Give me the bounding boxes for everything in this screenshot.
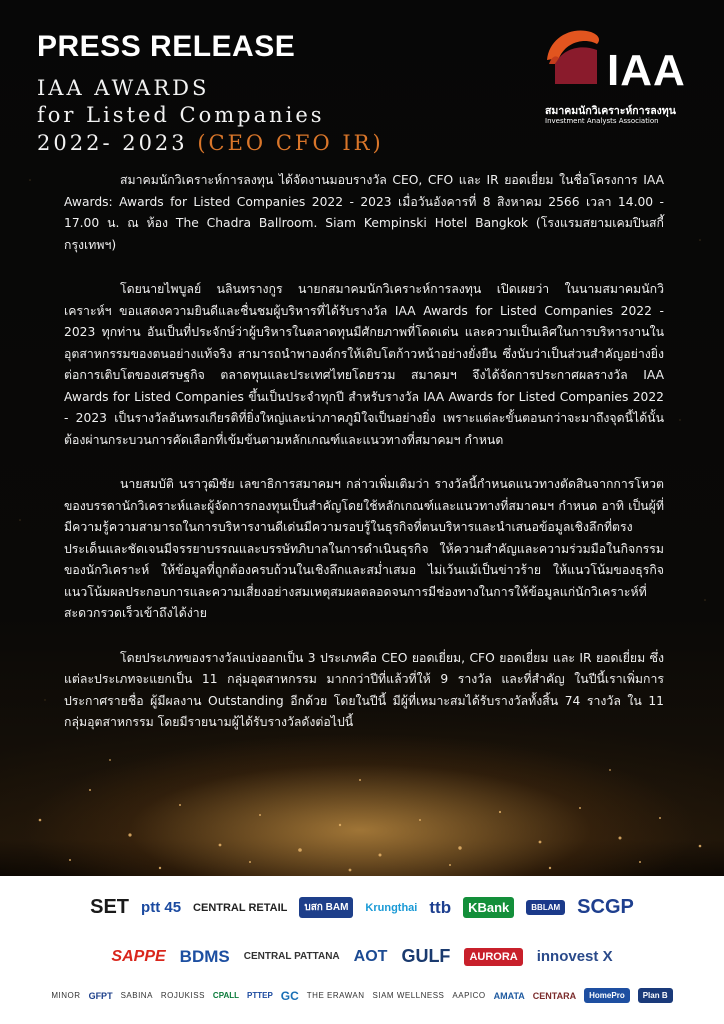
sponsor-logo: Krungthai: [365, 901, 418, 914]
iaa-logo-mark-icon: [541, 24, 603, 86]
sponsor-logo: SIAM WELLNESS: [372, 991, 445, 1000]
sponsor-logo: BBLAM: [526, 900, 565, 915]
sponsor-logos-band: [0, 876, 724, 1024]
sponsor-logo: ROJUKISS: [160, 991, 205, 1000]
sponsor-row-2: [0, 946, 724, 967]
sponsor-logo: THE ERAWAN: [306, 991, 365, 1000]
sponsor-logo: CENTRAL PATTANA: [243, 951, 340, 962]
sponsor-logo: SCGP: [577, 896, 634, 918]
sponsor-logo: GC: [280, 988, 299, 1003]
sponsor-row-3: [0, 988, 724, 1003]
sponsor-logo: Plan B: [638, 988, 673, 1003]
sponsor-logo: MINOR: [51, 991, 81, 1000]
iaa-logo-thai-name: สมาคมนักวิเคราะห์การลงทุน: [545, 105, 676, 117]
sponsor-logo: GFPT: [88, 990, 113, 1001]
iaa-logo-text: IAA: [607, 46, 686, 95]
paragraph-president-statement: โดยนายไพบูลย์ นลินทรางกูร นายกสมาคมนักวิเคราะห์การลงทุน เปิดเผยว่า ในนามสมาคมนักวิเคราะห์ฯ ขอแสดงความยินดีและชื่นชมผู้บริหารที่ได้รับรางวัล IAA Awards for Listed Companies 2022 - 2023 ทุกท่าน อันเป็นที่ประจักษ์ว่าผู้บริหารในตลาดทุนมีศักยภาพที่โดดเด่น และความเป็นเลิศในการบริหารงานในอุตสาหกรรมของตนอย่างแท้จริง สามารถนำพาองค์กรให้เติบโตก้าวหน้าอย่างยั่งยืน ซึ่งนับว่าเป็นส่วนสำคัญอย่างยิ่งต่อการเติบโตของเศรษฐกิจ ตลาดทุนและประเทศไทยโดยรวม สมาคมฯ จึงได้จัดการประกาศผลรางวัล IAA Awards for Listed Companies ขึ้นเป็นประจำทุกปี สำหรับรางวัล IAA Awards for Listed Companies 2022 - 2023 เป็นรางวัลอันทรงเกียรติที่ยิ่งใหญ่และน่าภาคภูมิใจเป็นอย่างยิ่ง เพราะแต่ละขั้นตอนกว่าจะมาถึงจุดนี้ได้นั้น ต้องผ่านกระบวนการคัดเลือกที่เข้มข้นตามหลักเกณฑ์และแนวทางที่สมาคมฯ กำหนด: [64, 282, 664, 447]
sponsor-logo: ptt 45: [141, 899, 182, 916]
sponsor-logo: AURORA: [464, 948, 522, 966]
sponsor-logo: บสก BAM: [299, 897, 353, 918]
sponsor-logo: AAPICO: [452, 991, 486, 1000]
sponsor-logo: CENTRAL RETAIL: [193, 901, 288, 914]
sponsor-logo: SET: [90, 896, 130, 918]
press-release-body: [64, 170, 664, 757]
sponsor-logo: KBank: [463, 897, 514, 918]
sponsor-logo: CPALL: [212, 991, 239, 1000]
sponsor-logo: AOT: [353, 947, 388, 965]
sponsor-logo: AMATA: [493, 990, 525, 1001]
sponsor-logo: CENTARA: [532, 990, 577, 1001]
sponsor-logo: SAPPE: [111, 947, 166, 965]
awards-title-line2: for Listed Companies: [37, 103, 325, 127]
iaa-logo-english-name: Investment Analysts Association: [545, 117, 659, 125]
sponsor-logo: BDMS: [179, 946, 230, 966]
awards-categories: (CEO CFO IR): [197, 131, 384, 155]
sponsor-row-1: [0, 896, 724, 919]
sponsor-logo: PTTEP: [247, 991, 273, 1000]
paragraph-award-categories: โดยประเภทของรางวัลแบ่งออกเป็น 3 ประเภทคือ CEO ยอดเยี่ยม, CFO ยอดเยี่ยม และ IR ยอดเยี่ยม ซึ่งแต่ละประเภทจะแยกเป็น 11 กลุ่มอุตสาหกรรม มากกว่าปีที่แล้วที่ให้ 9 รางวัล และที่สำคัญ ในปีนี้เราเพิ่มการประกาศรายชื่อ ผู้มีผลงาน Outstanding อีกด้วย โดยในปีนี้ มีผู้ที่เหมาะสมได้รับรางวัลทั้งสิ้น 74 รางวัล ใน 11 กลุ่มอุตสาหกรรม โดยมีรายนามผู้ได้รับรางวัลดังต่อไปนี้: [64, 650, 664, 729]
sponsor-logo: GULF: [401, 946, 451, 966]
press-release-heading: PRESS RELEASE: [37, 30, 296, 63]
sponsor-logo: innovest X: [536, 948, 613, 965]
awards-title-line3: [37, 131, 384, 155]
paragraph-event-announcement: สมาคมนักวิเคราะห์การลงทุน ได้จัดงานมอบรางวัล CEO, CFO และ IR ยอดเยี่ยม ในชื่อโครงการ IAA Awards: Awards for Listed Companies 2022 - 2023 เมื่อวันอังคารที่ 8 สิงหาคม 2566 เวลา 14.00 - 17.00 น. ณ ห้อง The Chadra Ballroom. Siam Kempinski Hotel Bangkok (โรงแรมสยามเคมปินสกี้ กรุงเทพฯ): [64, 173, 664, 252]
sponsor-logo: HomePro: [584, 988, 630, 1003]
iaa-logo: [535, 24, 695, 134]
paragraph-secretary-statement: นายสมบัติ นราวุฒิชัย เลขาธิการสมาคมฯ กล่าวเพิ่มเติมว่า รางวัลนี้กำหนดแนวทางตัดสินจากการโหวตของบรรดานักวิเคราะห์และผู้จัดการกองทุนเป็นสำคัญโดยใช้หลักเกณฑ์และแนวทางที่สมาคมฯ กำหนด อาทิ เป็นผู้ที่มีความรู้ความสามารถในการบริหารงานดีเด่นมีความรอบรู้ในธุรกิจที่ตนบริหารและนำเสนอข้อมูลเชิงลึกที่ตรงประเด็นและชัดเจนมีจรรยาบรรณและบรรษัทภิบาลในการดำเนินธุรกิจ ให้ความสำคัญและความร่วมมือในกิจกรรมของนักวิเคราะห์ ให้ข้อมูลที่ถูกต้องครบถ้วนในเชิงลึกและสม่ำเสมอ ไม่เว้นแม้เป็นข่าวร้าย ให้แนวโน้มของธุรกิจ แนวโน้มผลประกอบการและความเสี่ยงอย่างสมเหตุสมผลตลอดจนการมีช่องทางในการให้ข้อมูลแก่นักวิเคราะห์ที่สะดวกรวดเร็วเข้าถึงได้ง่าย: [64, 477, 664, 620]
sponsor-logo: SABINA: [120, 991, 153, 1000]
awards-title-line1: IAA AWARDS: [37, 76, 210, 100]
sponsor-logo: ttb: [429, 897, 452, 917]
awards-year: 2022- 2023: [37, 131, 198, 155]
